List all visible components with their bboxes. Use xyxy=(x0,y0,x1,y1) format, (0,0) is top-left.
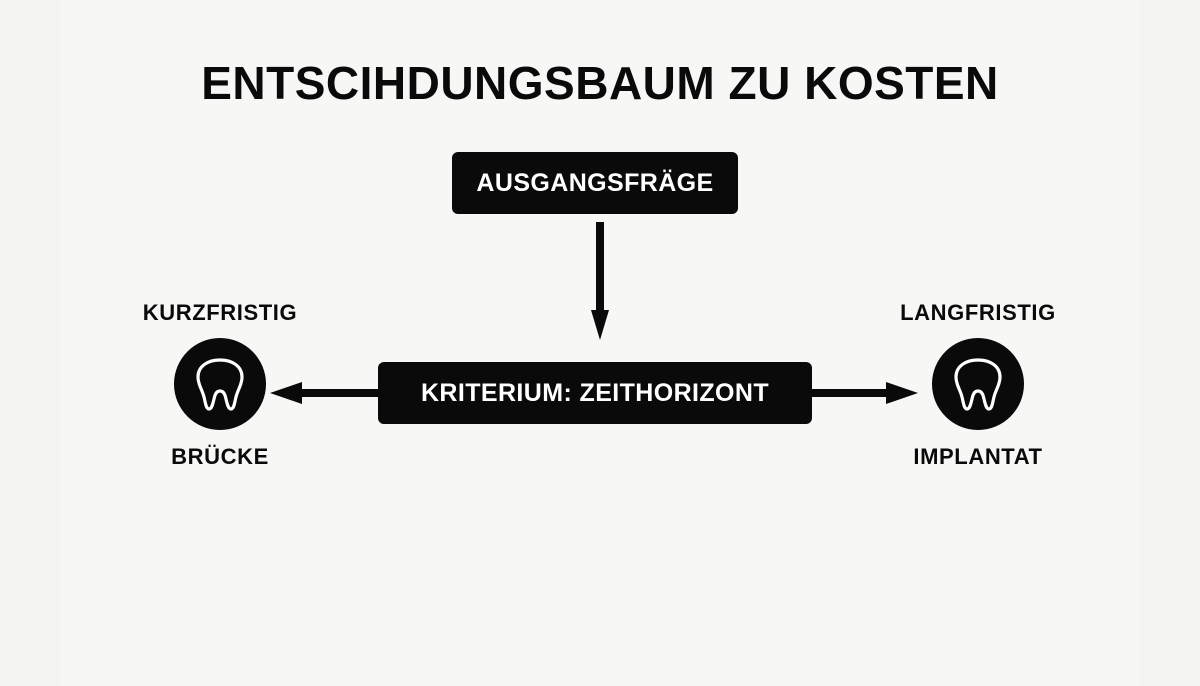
tooth-icon-circle-left xyxy=(174,338,266,430)
root-node-ausgangsfrage xyxy=(452,152,738,214)
root-node-label: AUSGANGSFRÄGE xyxy=(476,168,714,197)
criterion-node-zeithorizont xyxy=(378,362,812,424)
tooth-icon-circle-right xyxy=(932,338,1024,430)
tooth-icon xyxy=(194,356,246,412)
branch-outcome-label: BRÜCKE xyxy=(171,444,269,469)
branch-long-term xyxy=(858,300,1098,470)
branch-short-term xyxy=(100,300,340,470)
criterion-node-label: KRITERIUM: ZEITHORIZONT xyxy=(420,378,770,407)
branch-outcome-label: IMPLANTAT xyxy=(913,444,1043,469)
arrow-down-icon xyxy=(591,222,609,340)
branch-condition-label: KURZFRISTIG xyxy=(142,300,298,325)
page-title: ENTSCIHDUNGSBAUM ZU KOSTEN xyxy=(201,57,999,109)
branch-condition-label: LANGFRISTIG xyxy=(900,300,1056,325)
tooth-icon xyxy=(952,356,1004,412)
